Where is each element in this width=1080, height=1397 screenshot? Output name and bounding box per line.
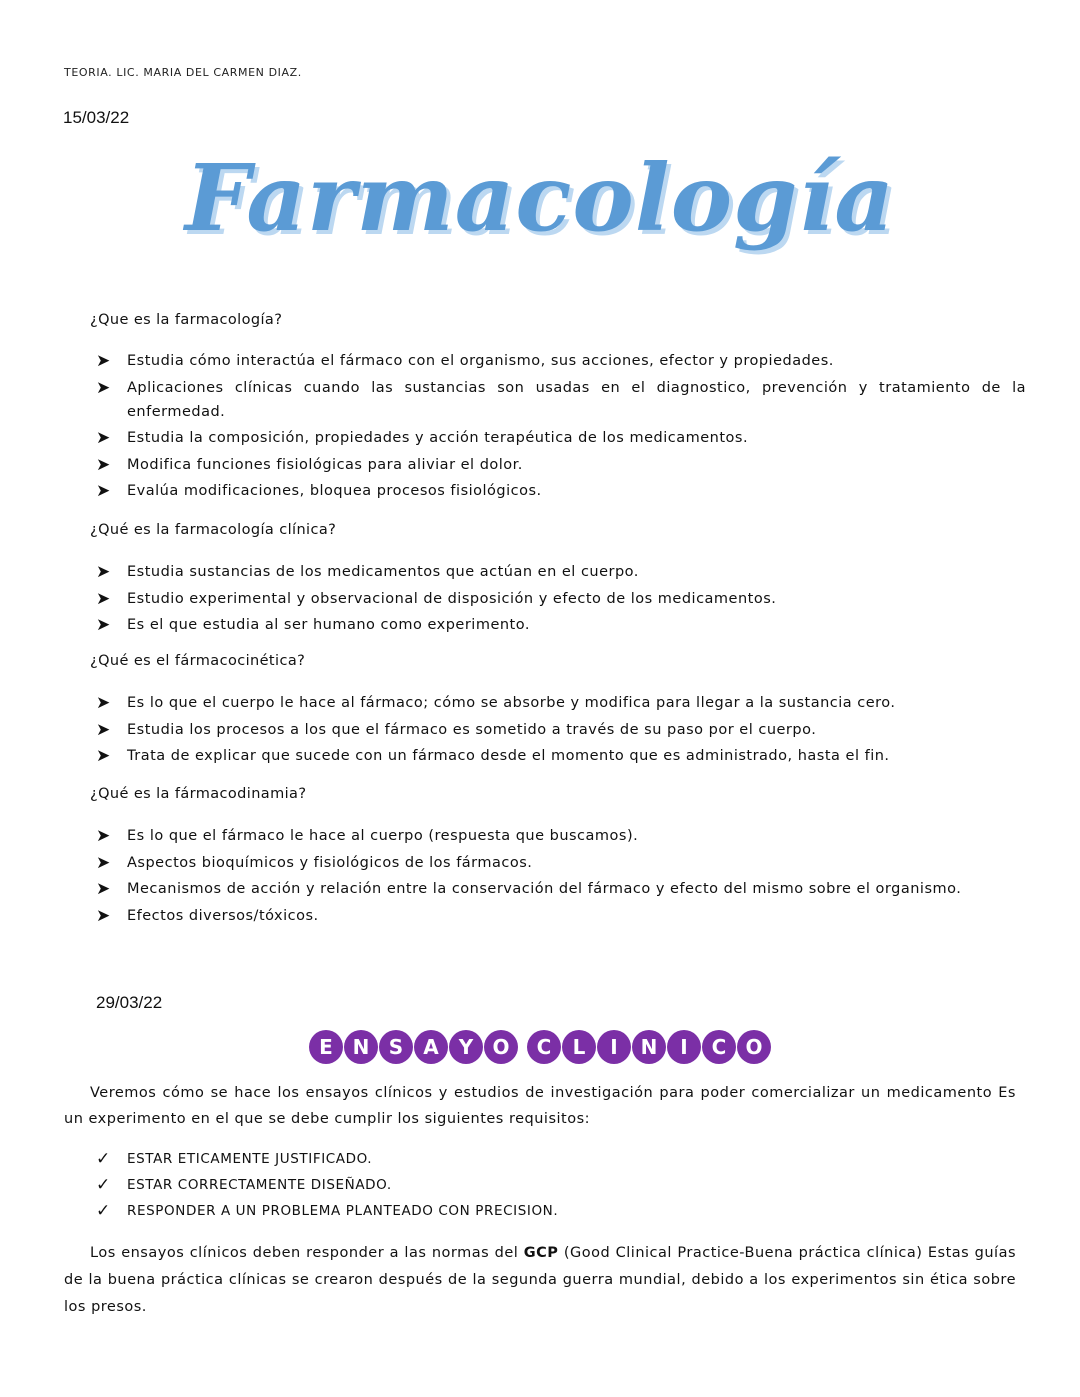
list-item (96, 691, 1026, 715)
arrowhead-bullet-icon: ➤ (96, 481, 111, 502)
requirement-item (96, 1198, 996, 1224)
date-first-class: 15/03/22 (63, 108, 130, 127)
list-item-text: Estudio experimental y observacional de disposición y efecto de los medicamentos. (127, 590, 777, 607)
list-item (96, 718, 1026, 742)
title-letter-badge: S (379, 1030, 413, 1064)
title-letter-badge: N (632, 1030, 666, 1064)
arrowhead-bullet-icon: ➤ (96, 351, 111, 371)
list-item (96, 376, 1026, 424)
requirement-text: RESPONDER A UN PROBLEMA PLANTEADO CON PRECISION. (127, 1203, 559, 1219)
list-item-text: Evalúa modificaciones, bloquea procesos fisiológicos. (127, 483, 542, 500)
title-letter-badge: L (562, 1030, 596, 1064)
ensayo-intro-paragraph (64, 1080, 1016, 1132)
list-item-text: Estudia cómo interactúa el fármaco con el organismo, sus acciones, efector y propiedades. (127, 353, 834, 369)
list-item-text: Estudia sustancias de los medicamentos que actúan en el cuerpo. (127, 564, 639, 580)
title-letter-badge: A (414, 1030, 448, 1064)
arrowhead-bullet-icon: ➤ (96, 852, 111, 873)
arrowhead-bullet-icon: ➤ (96, 454, 111, 475)
list-item-text: Es el que estudia al ser humano como experimento. (127, 617, 530, 634)
date-second-class: 29/03/22 (96, 993, 163, 1012)
title-letter-badge: C (702, 1030, 736, 1064)
arrowhead-bullet-icon: ➤ (96, 615, 111, 636)
arrowhead-bullet-icon: ➤ (96, 562, 111, 582)
gcp-text-before: Los ensayos clínicos deben responder a las normas del (90, 1245, 524, 1261)
list-item (96, 904, 1026, 928)
list-item (96, 851, 1026, 875)
requirement-text: ESTAR ETICAMENTE JUSTIFICADO. (127, 1151, 373, 1167)
list-farmacodinamia (96, 824, 1026, 930)
list-item (96, 426, 1026, 450)
arrowhead-bullet-icon: ➤ (96, 746, 111, 767)
gcp-acronym: GCP (523, 1245, 559, 1261)
list-item-text: Estudia la composición, propiedades y acción terapéutica de los medicamentos. (127, 430, 749, 447)
arrowhead-bullet-icon: ➤ (96, 719, 111, 740)
list-item-text: Es lo que el fármaco le hace al cuerpo (respuesta que buscamos). (127, 828, 639, 844)
requirement-text: ESTAR CORRECTAMENTE DISEÑADO. (127, 1177, 392, 1193)
ensayo-clinico-title (0, 1030, 1080, 1064)
arrowhead-bullet-icon: ➤ (96, 428, 111, 449)
list-item-text: Mecanismos de acción y relación entre la conservación del fármaco y efecto del mismo sobre el organismo. (127, 881, 962, 898)
checkmark-icon: ✓ (96, 1201, 111, 1221)
question-farmacologia-clinica: ¿Qué es la farmacología clínica? (90, 522, 337, 538)
list-item (96, 587, 1026, 611)
requirement-item (96, 1146, 996, 1172)
title-letter-badge: O (484, 1030, 518, 1064)
title-container (0, 138, 1080, 268)
page-title: Farmacología (185, 144, 895, 252)
teacher-header: TEORIA. LIC. MARIA DEL CARMEN DIAZ. (64, 66, 302, 79)
arrowhead-bullet-icon: ➤ (96, 588, 111, 609)
question-farmacodinamia: ¿Qué es la fármacodinamia? (90, 786, 307, 802)
list-item-text: Estudia los procesos a los que el fármaco es sometido a través de su paso por el cuerpo. (127, 721, 817, 738)
ensayo-intro-text: Veremos cómo se hace los ensayos clínicos y estudios de investigación para poder comercializar un medicamento Es un experimento en el que se debe cumplir los siguientes requisitos: (64, 1085, 1016, 1127)
list-item (96, 479, 1026, 503)
list-item (96, 824, 1026, 848)
list-farmacologia (96, 349, 1026, 506)
requirement-item (96, 1172, 996, 1198)
list-item (96, 560, 1026, 584)
title-letter-badge: E (309, 1030, 343, 1064)
title-letter-badge: Y (449, 1030, 483, 1064)
list-item-text: Modifica funciones fisiológicas para aliviar el dolor. (127, 456, 523, 473)
list-item (96, 349, 1026, 373)
list-farmacologia-clinica (96, 560, 1026, 640)
arrowhead-bullet-icon: ➤ (96, 905, 111, 926)
question-farmacologia: ¿Que es la farmacología? (90, 312, 283, 328)
arrowhead-bullet-icon: ➤ (96, 826, 111, 846)
arrowhead-bullet-icon: ➤ (96, 879, 111, 900)
question-farmacocinetica: ¿Qué es el fármacocinética? (90, 653, 306, 669)
list-item (96, 877, 1026, 901)
checkmark-icon: ✓ (96, 1149, 111, 1169)
arrowhead-bullet-icon: ➤ (96, 377, 111, 398)
list-item (96, 744, 1026, 768)
title-letter-badge: N (344, 1030, 378, 1064)
title-letter-badge: O (737, 1030, 771, 1064)
requirements-list (96, 1146, 996, 1224)
list-item-text: Es lo que el cuerpo le hace al fármaco; cómo se absorbe y modifica para llegar a la sustancia cero. (127, 695, 896, 711)
list-item-text: Aspectos bioquímicos y fisiológicos de los fármacos. (127, 854, 533, 871)
title-letter-badge: I (597, 1030, 631, 1064)
list-item-text: Trata de explicar que sucede con un fármaco desde el momento que es administrado, hasta el fin. (127, 748, 890, 765)
list-item (96, 613, 1026, 637)
list-item-text: Efectos diversos/tóxicos. (127, 907, 319, 924)
arrowhead-bullet-icon: ➤ (96, 693, 111, 713)
title-letter-badge: I (667, 1030, 701, 1064)
gcp-text-after: (Good Clinical Practice-Buena práctica clínica) Estas guías de la buena práctica clínicas se crearon después de la segunda guerra mundial, debido a los experimentos sin ética sobre los presos. (64, 1245, 1017, 1315)
checkmark-icon: ✓ (96, 1175, 111, 1195)
title-letter-badge: C (527, 1030, 561, 1064)
list-item (96, 453, 1026, 477)
list-item-text: Aplicaciones clínicas cuando las sustancias son usadas en el diagnostico, prevención y tratamiento de la enfermedad. (127, 379, 1026, 420)
list-farmacocinetica (96, 691, 1026, 771)
gcp-paragraph (64, 1240, 1016, 1321)
